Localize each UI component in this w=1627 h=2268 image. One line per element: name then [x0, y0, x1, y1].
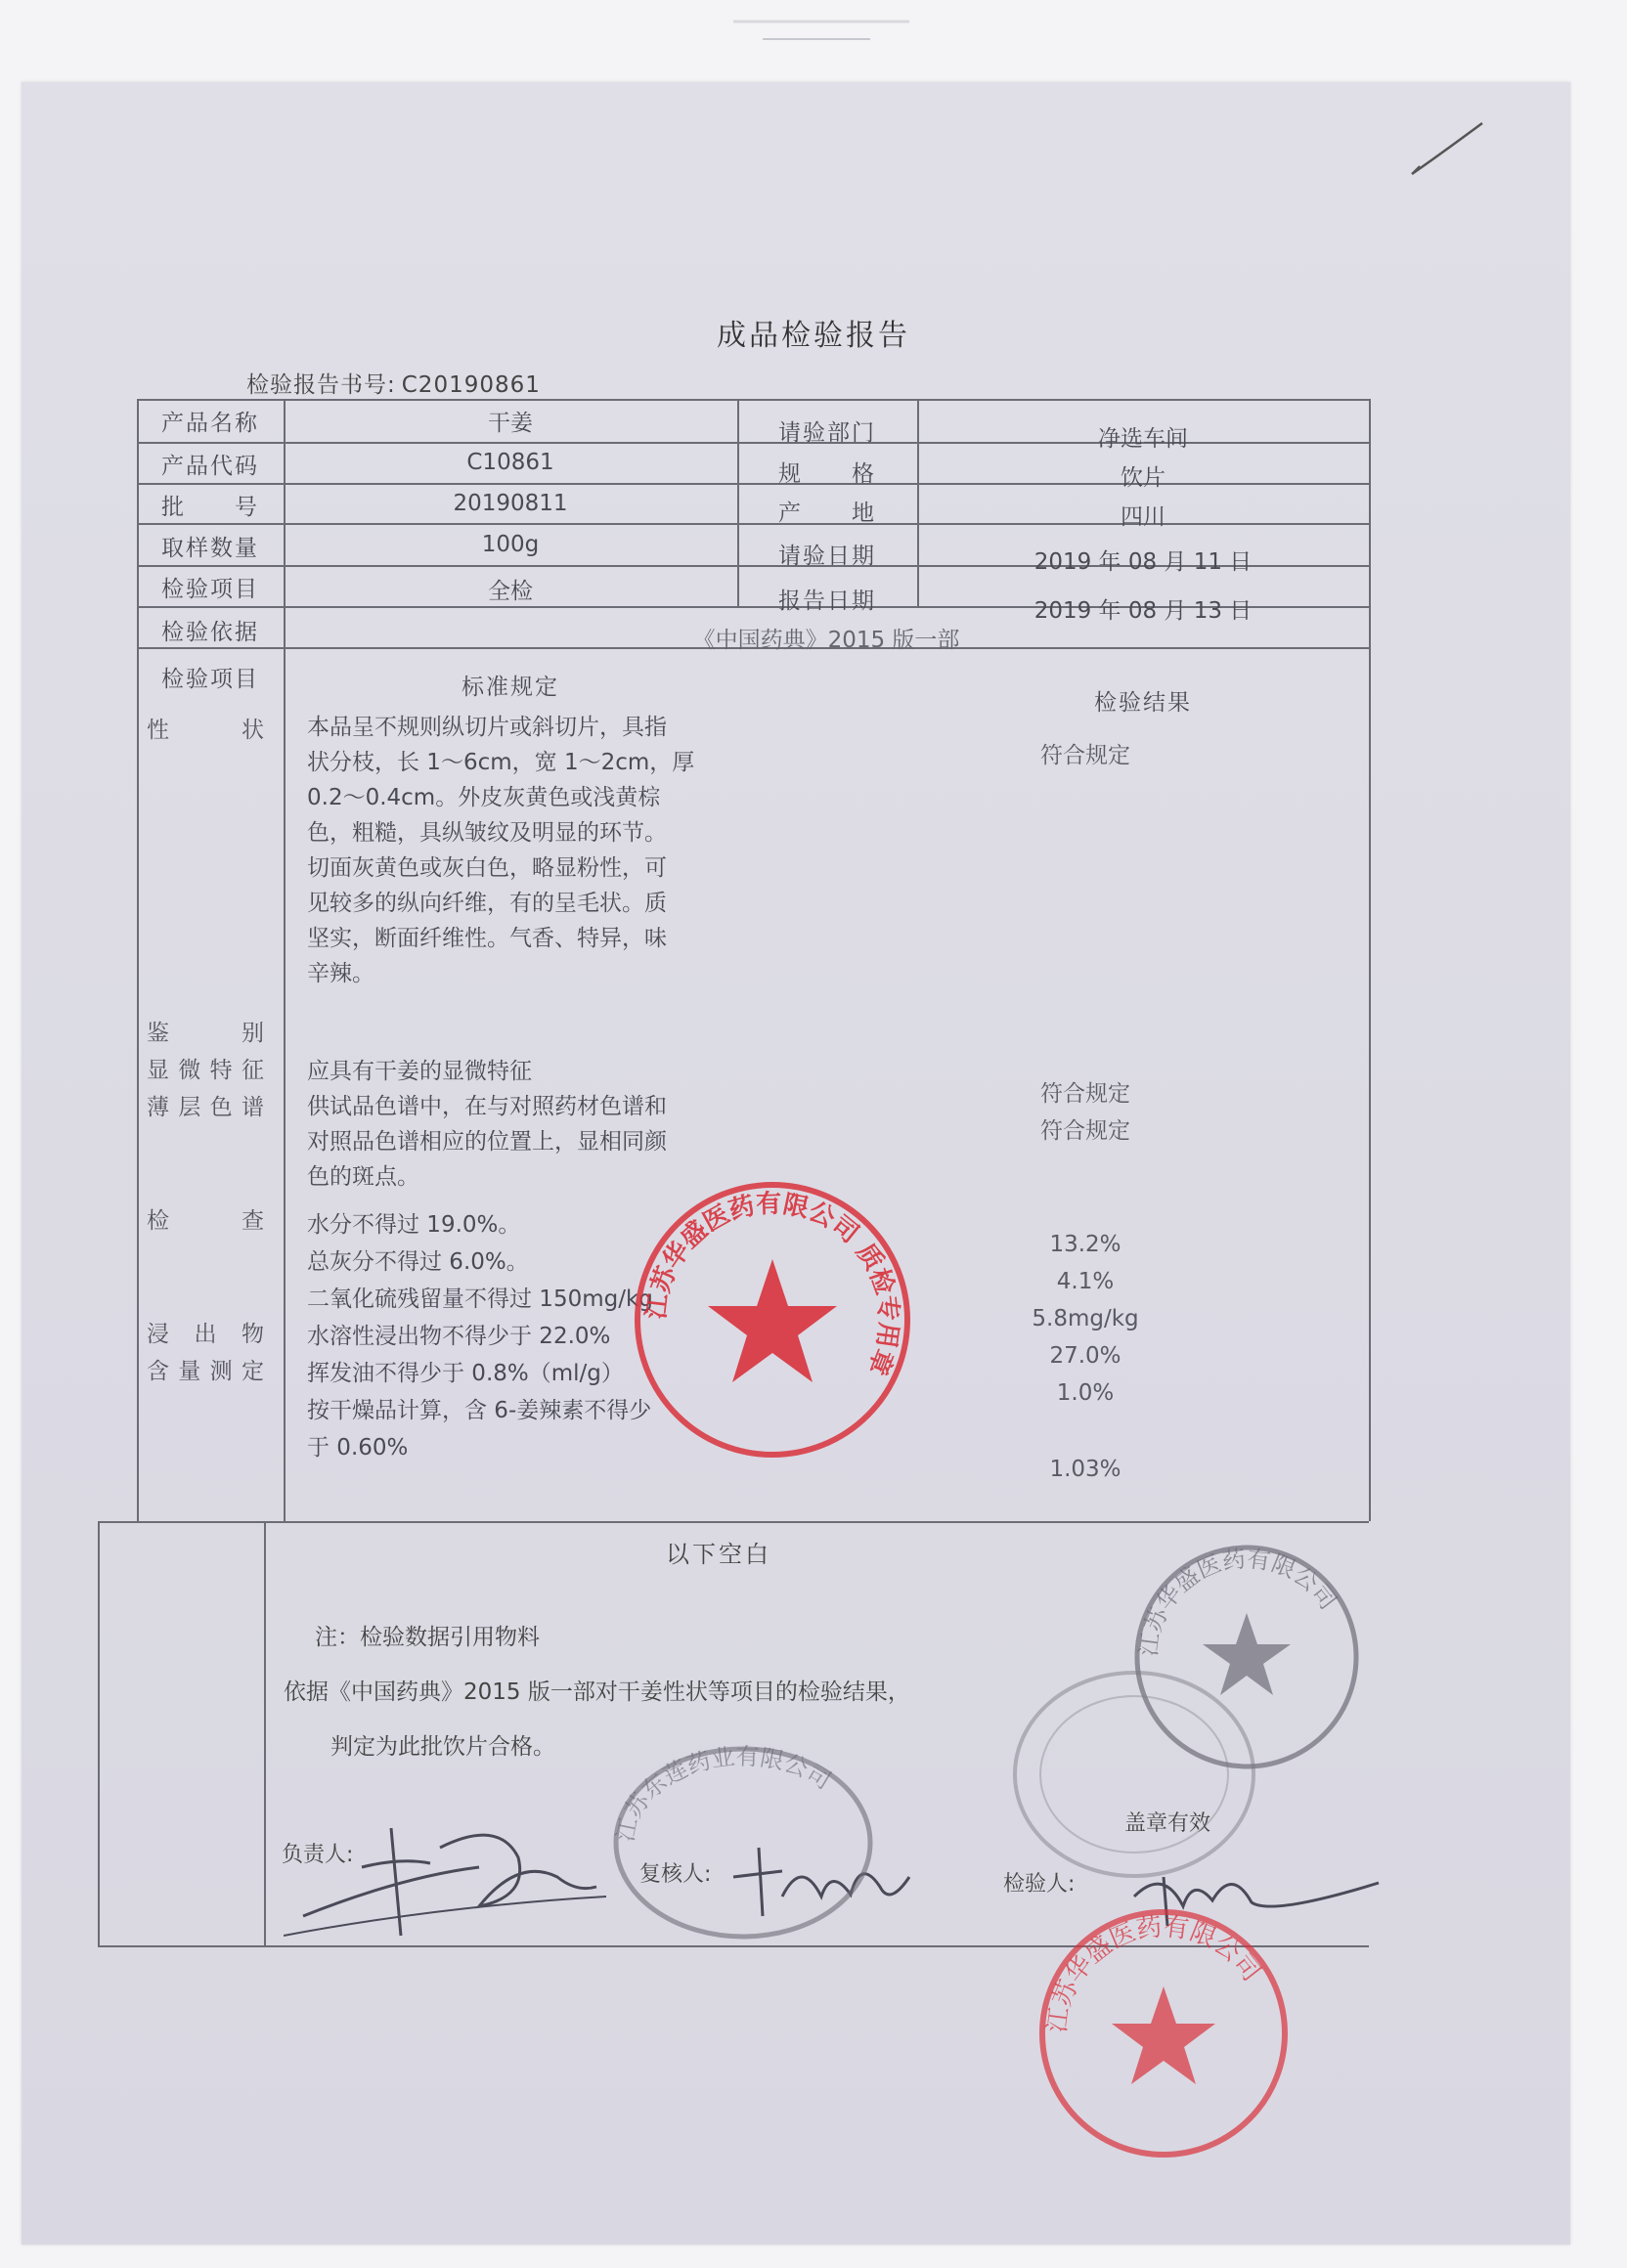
xingzhuang-line: 0.2～0.4cm。外皮灰黄色或浅黄棕: [307, 785, 661, 810]
section-boceng: 薄层色谱: [147, 1095, 264, 1120]
spec-label: 规 格: [778, 461, 876, 487]
faint-gray-stamp-icon: [1007, 1662, 1261, 1887]
boceng-line: 对照品色谱相应的位置上，显相同颜: [307, 1129, 667, 1155]
responsible-label: 负责人:: [282, 1843, 354, 1867]
report-number: [246, 367, 541, 399]
report-number-label: 检验报告书号:: [246, 372, 396, 398]
check-line: 水溶性浸出物不得少于 22.0%: [307, 1324, 611, 1349]
origin-label: 产 地: [778, 501, 876, 526]
blank-below-note: 以下空白: [666, 1541, 771, 1568]
origin-value: 四川: [1121, 504, 1165, 530]
col-standard-header: 标准规定: [462, 675, 559, 700]
product-name-value: 干姜: [488, 411, 533, 436]
ash-result: 4.1%: [1056, 1269, 1115, 1294]
qc-red-stamp-icon: [626, 1173, 919, 1466]
xingzhuang-line: 见较多的纵向纤维，有的呈毛状。质: [307, 891, 667, 916]
inspector-label: 检验人:: [1003, 1872, 1076, 1897]
report-number-value: C20190861: [401, 372, 541, 398]
svg-text:江苏东莲药业有限公司: 江苏东莲药业有限公司: [611, 1742, 836, 1845]
section-xingzhuang: 性 状: [147, 718, 264, 743]
inspection-item-label: 检验项目: [161, 577, 259, 602]
check-line: 于 0.60%: [307, 1435, 409, 1461]
col-result-header: 检验结果: [1094, 690, 1192, 716]
svg-text:江苏华盛医药有限公司: 江苏华盛医药有限公司: [1042, 1912, 1266, 2034]
note-line-2: 依据《中国药典》2015 版一部对干姜性状等项目的检验结果，: [284, 1679, 910, 1705]
report-date-label: 报告日期: [778, 589, 876, 614]
xingzhuang-line: 色，粗糙，具纵皱纹及明显的环节。: [307, 820, 667, 846]
sample-qty-value: 100g: [481, 532, 540, 557]
check-mark-icon: [1408, 117, 1486, 186]
inspection-item-value: 全检: [488, 579, 533, 604]
request-dept-value: 净选车间: [1098, 426, 1188, 452]
boceng-line: 色的斑点。: [307, 1164, 419, 1190]
section-xianwei: 显微特征: [147, 1058, 264, 1083]
reviewer-label: 复核人:: [639, 1862, 712, 1887]
batch-no-value: 20190811: [453, 491, 568, 516]
bottom-red-stamp-icon: [1027, 1897, 1300, 2170]
xingzhuang-line: 坚实，断面纤维性。气香、特异，味: [307, 926, 667, 951]
note-line-3: 判定为此批饮片合格。: [330, 1734, 555, 1760]
section-jianbie: 鉴 别: [147, 1021, 264, 1046]
xingzhuang-standard: [307, 710, 776, 991]
report-date-value: 2019 年 08 月 13 日: [1033, 598, 1253, 624]
responsible-signature-icon: [284, 1799, 636, 1945]
xingzhuang-line: 辛辣。: [307, 961, 374, 986]
product-code-label: 产品代码: [161, 454, 259, 479]
xingzhuang-line: 状分枝，长 1～6cm，宽 1～2cm，厚: [307, 750, 695, 775]
request-date-label: 请验日期: [778, 544, 876, 569]
check-line: 按干燥品计算，含 6-姜辣素不得少: [307, 1398, 652, 1423]
check-line: 挥发油不得少于 0.8%（ml/g）: [307, 1361, 624, 1386]
check-line: 水分不得过 19.0%。: [307, 1212, 521, 1238]
svg-text:江苏华盛医药有限公司 质检专用章: 江苏华盛医药有限公司 质检专用章: [641, 1189, 903, 1379]
product-code-value: C10861: [466, 450, 554, 475]
boceng-line: 供试品色谱中，在与对照药材色谱和: [307, 1094, 667, 1119]
batch-no-label: 批 号: [161, 495, 259, 520]
basis-label: 检验依据: [161, 620, 259, 645]
request-date-value: 2019 年 08 月 11 日: [1033, 549, 1253, 575]
xianwei-result: 符合规定: [1040, 1081, 1130, 1107]
gingerol-result: 1.03%: [1049, 1457, 1121, 1482]
volatile-oil-result: 1.0%: [1056, 1380, 1115, 1406]
stamp-valid-note: 盖章有效: [1124, 1811, 1211, 1836]
xingzhuang-line: 切面灰黄色或灰白色，略显粉性，可: [307, 855, 667, 881]
section-hanliang: 含量测定: [147, 1359, 264, 1384]
dongmei-gray-stamp-icon: [606, 1740, 880, 1945]
sample-qty-label: 取样数量: [161, 536, 259, 561]
col-item-header: 检验项目: [161, 667, 259, 692]
spec-value: 饮片: [1121, 465, 1165, 491]
product-name-label: 产品名称: [161, 411, 259, 436]
scan-mark-icon: [704, 0, 929, 49]
section-jiancha: 检 查: [147, 1208, 264, 1234]
check-line: 总灰分不得过 6.0%。: [307, 1249, 529, 1275]
so2-result: 5.8mg/kg: [1032, 1306, 1139, 1331]
extract-result: 27.0%: [1049, 1343, 1121, 1369]
moisture-result: 13.2%: [1049, 1232, 1121, 1257]
svg-text:江苏华盛医药有限公司: 江苏华盛医药有限公司: [1134, 1545, 1342, 1658]
section-jinchuwu: 浸 出 物: [147, 1322, 264, 1347]
note-line-1: 注：检验数据引用物料: [315, 1625, 540, 1650]
xingzhuang-line: 本品呈不规则纵切片或斜切片，具指: [307, 715, 667, 740]
xianwei-standard-line: 应具有干姜的显微特征: [307, 1059, 532, 1084]
report-title: 成品检验报告: [717, 319, 910, 353]
boceng-result: 符合规定: [1040, 1118, 1130, 1144]
basis-value: 《中国药典》2015 版一部: [692, 628, 960, 653]
check-line: 二氧化硫残留量不得过 150mg/kg: [307, 1287, 653, 1312]
xingzhuang-result: 符合规定: [1040, 743, 1130, 768]
request-dept-label: 请验部门: [778, 420, 876, 446]
